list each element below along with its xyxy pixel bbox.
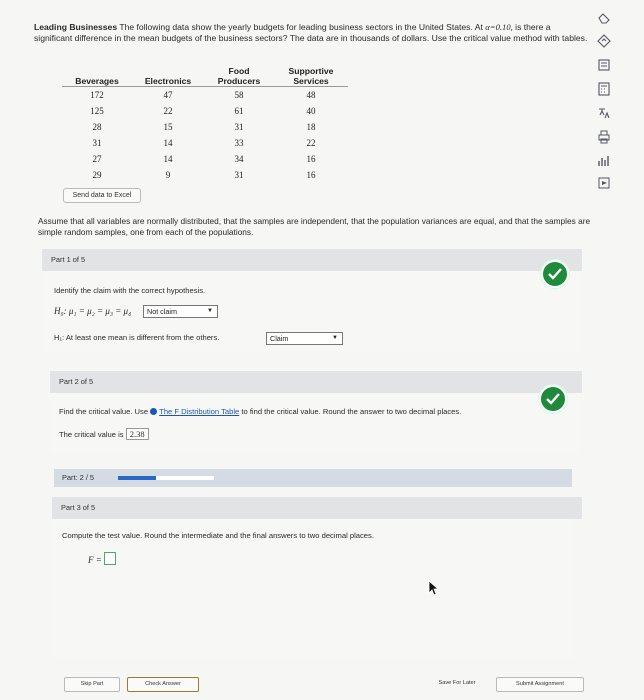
- table-cell: 27: [92, 154, 102, 164]
- table-cell: 16: [306, 170, 316, 180]
- table-cell: 31: [92, 138, 102, 148]
- null-hypothesis: H₀: μ₁ = μ₂ = μ₃ = μ₄: [54, 306, 132, 316]
- part2-instruction-a: Find the critical value. Use: [59, 407, 149, 416]
- alpha-value: α=0.10,: [485, 22, 513, 32]
- column-header: Supportive Services: [274, 64, 348, 87]
- progress-label: Part: 2 / 5: [62, 473, 95, 482]
- part3-body: [52, 519, 573, 659]
- test-value-row: [88, 552, 116, 565]
- table-cell: 29: [92, 170, 102, 180]
- part1-instruction: Identify the claim with the correct hypothesis.: [54, 286, 206, 295]
- problem-statement: [34, 22, 589, 43]
- progress-fill: [118, 476, 156, 480]
- eraser-icon[interactable]: [595, 10, 613, 28]
- table-cell: 15: [163, 122, 173, 132]
- chevron-down-icon: ▼: [332, 335, 338, 341]
- check-answer-button[interactable]: Check Answer: [127, 677, 199, 692]
- data-table: [62, 64, 348, 183]
- table-cell: 16: [306, 154, 316, 164]
- table-cell: 28: [92, 122, 102, 132]
- chevron-down-icon: ▼: [207, 308, 213, 314]
- critical-value-label: The critical value is: [59, 430, 124, 439]
- assumption-text: Assume that all variables are normally distributed, that the samples are independent, that the population variances are equal, and that the samples are simple random samples, one from each of the populations.: [38, 216, 591, 237]
- table-cell: 14: [163, 138, 173, 148]
- table-row: [62, 87, 348, 104]
- save-for-later-button[interactable]: Save For Later: [438, 680, 476, 686]
- media-icon[interactable]: [595, 174, 613, 192]
- worksheet-icon[interactable]: [595, 56, 613, 74]
- table-row: [62, 135, 348, 151]
- table-cell: 9: [165, 170, 171, 180]
- table-cell: 125: [90, 106, 104, 116]
- column-header: Food Producers: [204, 64, 274, 87]
- part2-instruction: [59, 407, 461, 416]
- mouse-cursor-icon: [428, 580, 440, 596]
- table-cell: 172: [90, 90, 104, 100]
- column-header: Beverages: [62, 64, 132, 87]
- f-label: F =: [88, 555, 102, 565]
- info-icon: [150, 408, 157, 415]
- critical-value-row: [59, 428, 149, 440]
- translate-icon[interactable]: [595, 104, 613, 122]
- question-help-icon[interactable]: [595, 32, 613, 50]
- table-row: [62, 119, 348, 135]
- submit-assignment-button[interactable]: Submit Assignment: [496, 677, 584, 692]
- problem-text-a: The following data show the yearly budgets for leading business sectors in the United States. At: [119, 22, 483, 32]
- part2-body: [50, 393, 580, 453]
- table-header-row: [62, 64, 348, 87]
- part1-header: Part 1 of 5: [42, 249, 582, 271]
- h0-claim-select[interactable]: [143, 305, 218, 318]
- table-cell: 22: [163, 106, 173, 116]
- part2-instruction-b: to find the critical value. Round the answer to two decimal places.: [241, 407, 462, 416]
- table-cell: 58: [234, 90, 244, 100]
- h1-select-value: Claim: [270, 334, 289, 343]
- table-cell: 14: [163, 154, 173, 164]
- calculator-icon[interactable]: [595, 80, 613, 98]
- part3-header: Part 3 of 5: [52, 497, 582, 519]
- part2-header: Part 2 of 5: [50, 371, 582, 393]
- table-cell: 33: [234, 138, 244, 148]
- print-icon[interactable]: [595, 128, 613, 146]
- table-row: [62, 167, 348, 183]
- table-cell: 31: [234, 122, 244, 132]
- f-distribution-table-link[interactable]: The F Distribution Table: [159, 407, 240, 416]
- h1-claim-select[interactable]: [266, 332, 343, 345]
- table-row: [62, 151, 348, 167]
- critical-value-input[interactable]: 2.38: [126, 428, 149, 440]
- correct-check-icon: [541, 260, 569, 288]
- progress-bar: [118, 476, 214, 480]
- table-cell: 47: [163, 90, 173, 100]
- problem-text-b: is there a significant difference in the mean budgets of the business sectors? The data are in thousands of dollars. Use the critical value method with tables.: [34, 22, 588, 43]
- table-row: [62, 103, 348, 119]
- table-cell: 40: [306, 106, 316, 116]
- data-table-icon[interactable]: [595, 152, 613, 170]
- problem-title: Leading Businesses: [34, 22, 118, 32]
- test-value-input[interactable]: [104, 552, 116, 565]
- table-cell: 31: [234, 170, 244, 180]
- skip-part-button[interactable]: Skip Part: [64, 677, 120, 692]
- correct-check-icon: [539, 385, 567, 413]
- part3-instruction: Compute the test value. Round the intermediate and the final answers to two decimal places.: [62, 531, 374, 540]
- table-cell: 34: [234, 154, 244, 164]
- table-cell: 22: [306, 138, 316, 148]
- part-progress: [54, 469, 572, 487]
- h0-select-value: Not claim: [147, 307, 177, 316]
- table-cell: 48: [306, 90, 316, 100]
- table-cell: 18: [306, 122, 316, 132]
- column-header: Electronics: [132, 64, 204, 87]
- table-cell: 61: [234, 106, 244, 116]
- send-to-excel-button[interactable]: Send data to Excel: [63, 188, 141, 203]
- alternative-hypothesis: H₁: At least one mean is different from the others.: [54, 333, 220, 342]
